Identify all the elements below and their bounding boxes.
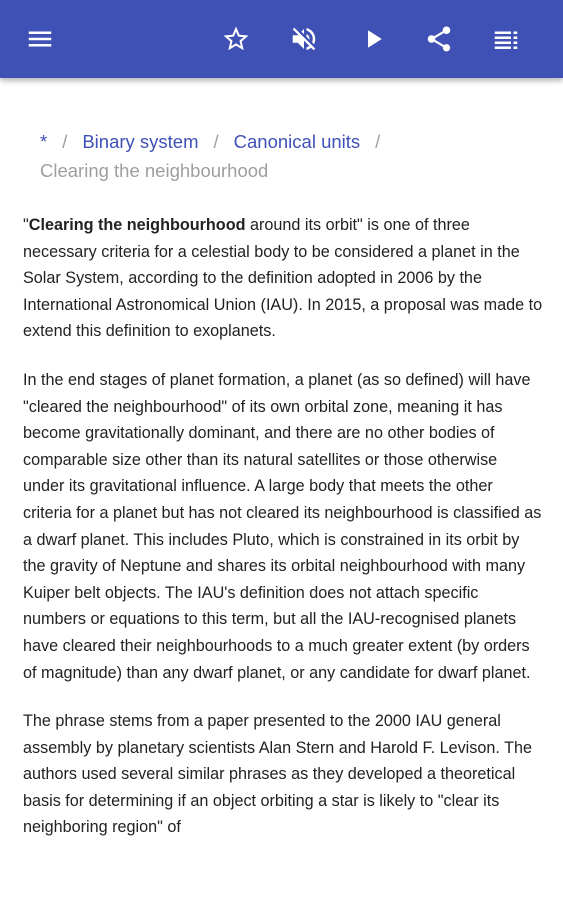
breadcrumb-separator: / (62, 131, 68, 152)
paragraph: The phrase stems from a paper presented to the 2000 IAU general assembly by planetary scientists Alan Stern and Harold F. Levison. The authors used several similar phrases as they developed a theoretical basis for determining if an object orbiting a star is likely to "clear its neighboring region" of (23, 712, 532, 837)
article-content (0, 78, 563, 900)
article-body (23, 212, 543, 863)
open-quote: " (23, 216, 29, 234)
star-icon (221, 24, 251, 54)
menu-button[interactable] (20, 19, 60, 59)
menu-icon (25, 24, 55, 54)
paragraph (23, 212, 543, 345)
list-icon (491, 24, 521, 54)
share-icon (424, 24, 454, 54)
breadcrumb-separator: / (375, 131, 381, 152)
paragraph-text: around its orbit" is one of three necessary criteria for a celestial body to be considered a planet in the Solar System, according to the definition adopted in 2006 by the International Astronomical Union (IAU). In 2015, a proposal was made to extend this definition to exoplanets. (23, 216, 543, 341)
mute-button[interactable] (284, 19, 324, 59)
contents-button[interactable] (486, 19, 526, 59)
breadcrumb-item-binary-system[interactable]: Binary system (82, 131, 199, 152)
play-icon (358, 24, 388, 54)
article-term: Clearing the neighbourhood (28, 216, 246, 234)
play-button[interactable] (353, 19, 393, 59)
breadcrumb-separator: / (213, 131, 219, 152)
volume-off-icon (289, 24, 319, 54)
breadcrumb (40, 127, 540, 185)
app-bar (0, 0, 563, 78)
breadcrumb-home[interactable]: * (40, 131, 48, 152)
share-button[interactable] (419, 19, 459, 59)
breadcrumb-item-canonical-units[interactable]: Canonical units (233, 131, 361, 152)
paragraph: In the end stages of planet formation, a planet (as so defined) will have "cleared the neighbourhood" of its own orbital zone, meaning it has become gravitationally dominant, and there are no other bodies of comparable size other than its natural satellites or those otherwise under its gravitational influence. A large body that meets the other criteria for a planet but has not cleared its neighbourhood is classified as a dwarf planet. This includes Pluto, which is constrained in its orbit by the gravity of Neptune and shares its orbital neighbourhood with many Kuiper belt objects. The IAU's definition does not attach specific numbers or equations to this term, but all the IAU-recognised planets have cleared their neighbourhoods to a much greater extent (by orders of magnitude) than any dwarf planet, or any candidate for dwarf planet. (23, 370, 542, 682)
breadcrumb-current: Clearing the neighbourhood (40, 160, 269, 181)
bookmark-button[interactable] (216, 19, 256, 59)
